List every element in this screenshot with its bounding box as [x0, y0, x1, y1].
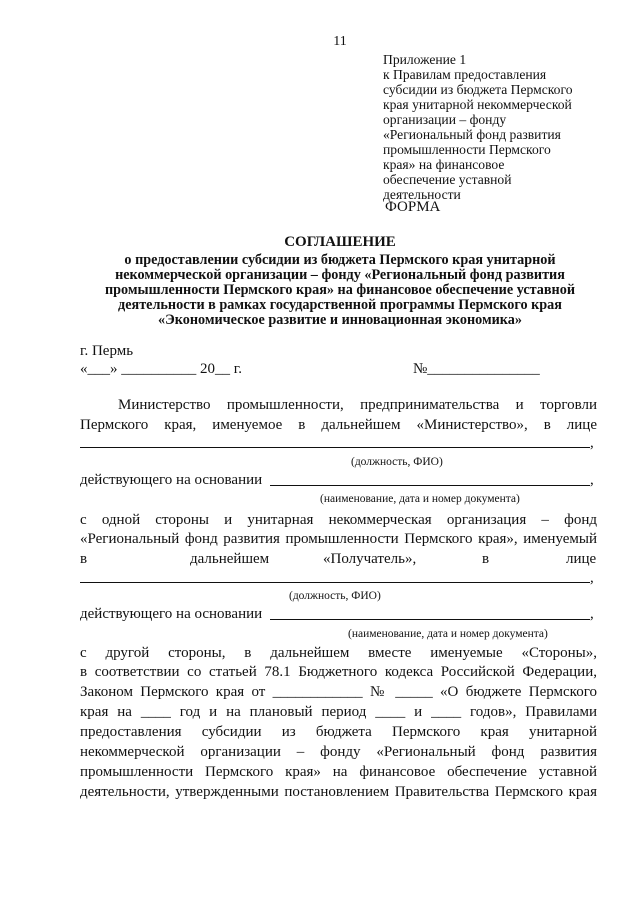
- appendix-line: к Правилам предоставления: [383, 67, 547, 82]
- paragraph3-line: в соответствии со статьей 78.1 Бюджетного кодекса Российской Федерации,: [80, 664, 597, 680]
- city: г. Пермь: [80, 343, 134, 359]
- paragraph2-word: «Получатель»,: [323, 551, 417, 567]
- basis-blank-line: [270, 473, 590, 486]
- appendix-line: деятельности: [383, 187, 461, 202]
- hint-position: (должность, ФИО): [351, 456, 443, 468]
- paragraph1-line: Пермского края, именуемое в дальнейшем «Министерство», в лице: [80, 417, 597, 433]
- date-line: «___» __________ 20__ г.: [80, 361, 242, 377]
- paragraph2-line: «Региональный фонд развития промышленности Пермского края», именуемый: [80, 531, 597, 547]
- paragraph3-line: предоставления субсидии из бюджета Пермского края унитарной: [80, 724, 597, 740]
- comma: ,: [590, 570, 594, 586]
- comma: ,: [590, 472, 594, 488]
- appendix-block: [383, 52, 573, 202]
- paragraph2-word: в: [80, 551, 88, 567]
- position-blank-line: [80, 435, 590, 448]
- hint-document: (наименование, дата и номер документа): [348, 628, 548, 640]
- paragraph3-line: промышленности Пермского края» на финансовое обеспечение уставной: [80, 764, 597, 780]
- appendix-line: Приложение 1: [383, 52, 467, 67]
- paragraph2-word: в: [482, 551, 490, 567]
- paragraph3-line: некоммерческой организации – фонду «Региональный фонд развития: [80, 744, 597, 760]
- basis-blank-line: [270, 607, 590, 620]
- number-line: №_______________: [413, 361, 540, 377]
- basis-label: действующего на основании: [80, 606, 263, 622]
- page-number: 11: [333, 34, 347, 49]
- appendix-line: обеспечение уставной: [383, 172, 512, 187]
- hint-position: (должность, ФИО): [289, 590, 381, 602]
- appendix-line: края» на финансовое: [383, 157, 505, 172]
- appendix-line: промышленности Пермского: [383, 142, 551, 157]
- subtitle-line: о предоставлении субсидии из бюджета Пермского края унитарной: [124, 252, 556, 268]
- subtitle-line: некоммерческой организации – фонду «Региональный фонд развития: [115, 267, 565, 283]
- subtitle-line: промышленности Пермского края» на финансовое обеспечение уставной: [104, 282, 575, 298]
- paragraph3-line: края на ____ год и на плановый период ____ и ____ годов», Правилами: [80, 704, 597, 720]
- appendix-line: организации – фонду: [383, 112, 507, 127]
- paragraph2-word: лице: [566, 551, 597, 567]
- subtitle-line: деятельности в рамках государственной программы Пермского края: [118, 297, 562, 313]
- appendix-line: «Региональный фонд развития: [383, 127, 561, 142]
- subtitle-line: «Экономическое развитие и инновационная экономика»: [158, 312, 522, 328]
- paragraph1-line: Министерство промышленности, предпринимательства и торговли: [118, 397, 597, 413]
- paragraph2-word: дальнейшем: [190, 551, 270, 567]
- document-subtitle: [60, 253, 620, 328]
- comma: ,: [590, 606, 594, 622]
- basis-label: действующего на основании: [80, 472, 263, 488]
- comma: ,: [590, 435, 594, 451]
- form-label: ФОРМА: [385, 199, 441, 215]
- document-title: СОГЛАШЕНИЕ: [284, 234, 396, 250]
- paragraph3-line: деятельности, утвержденными постановлением Правительства Пермского края: [80, 784, 597, 800]
- appendix-line: края унитарной некоммерческой: [383, 97, 572, 112]
- paragraph2-line: с одной стороны и унитарная некоммерческая организация – фонд: [80, 512, 597, 528]
- paragraph3-line: с другой стороны, в дальнейшем вместе именуемые «Стороны»,: [80, 645, 597, 661]
- appendix-line: субсидии из бюджета Пермского: [383, 82, 573, 97]
- hint-document: (наименование, дата и номер документа): [320, 493, 520, 505]
- paragraph3-line: Законом Пермского края от ____________ № _____ «О бюджете Пермского: [80, 684, 597, 700]
- position-blank-line: [80, 570, 590, 583]
